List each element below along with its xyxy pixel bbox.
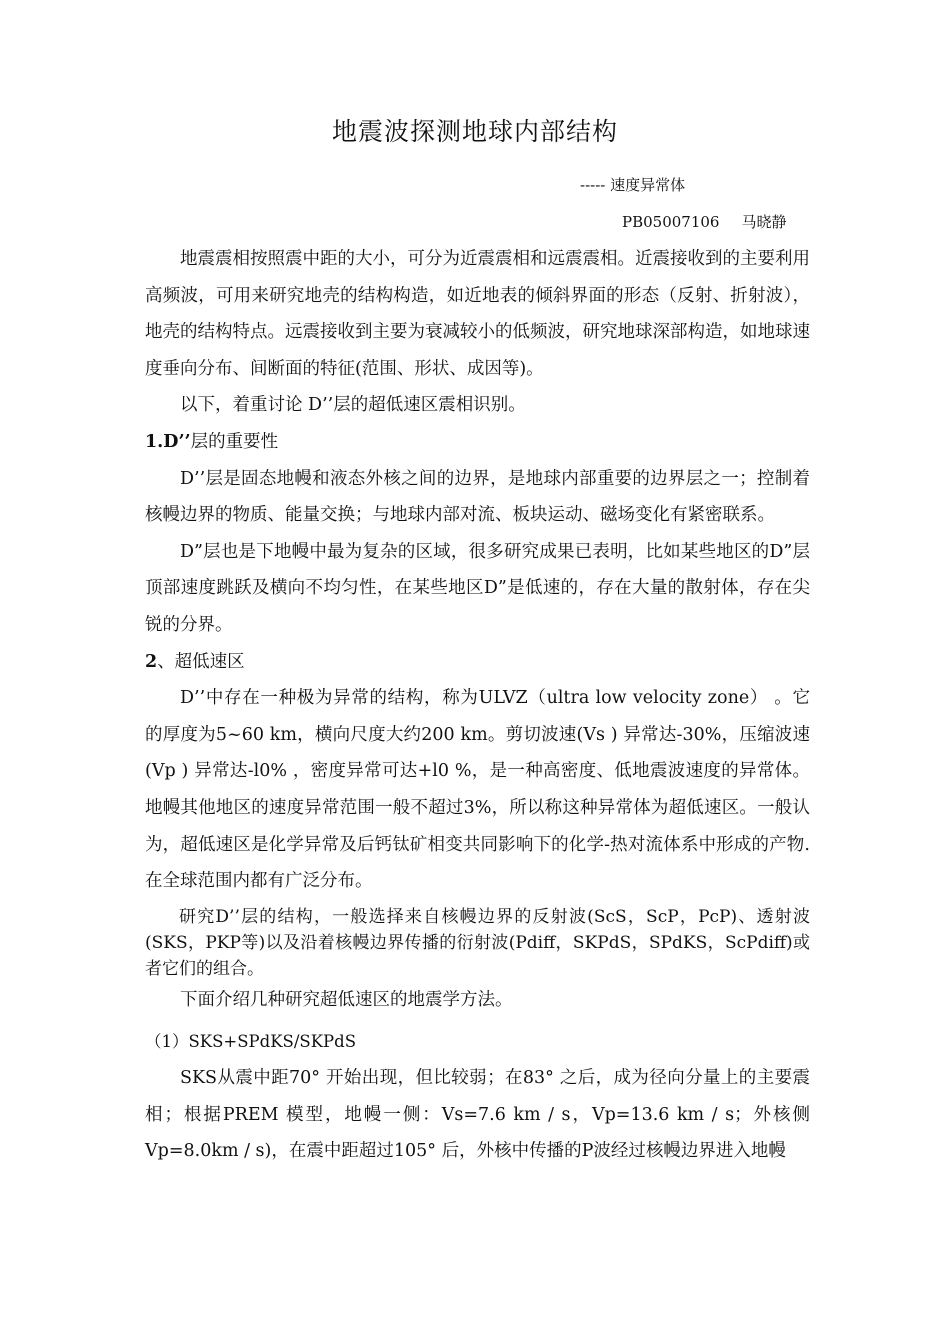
document-body xyxy=(145,241,810,1170)
document-title: 地震波探测地球内部结构 xyxy=(331,117,618,146)
section-1-title: 层的重要性 xyxy=(190,431,279,452)
section-2-paragraph-1: D’’中存在一种极为异常的结构，称为ULVZ（ultra low velocity zone） 。它的厚度为5~60 km，横向尺度大约200 km。剪切波速(Vs ) 异常达-30%，压缩波速(Vp ) 异常达-l0% ，密度异常可达+l0 %，是一种高密度、低地震波速度的异常体。地幔其他地区的速度异常范围一般不超过3%，所以称这种异常体为超低速区。一般认为，超低速区是化学异常及后钙钛矿相变共同影响下的化学-热对流体系中形成的产物. 在全球范围内都有广泛分布。 xyxy=(145,688,810,892)
section-3-heading: （1）SKS+SPdKS/SKPdS xyxy=(145,1032,357,1052)
section-2-paragraph-2: 研究D’’层的结构，一般选择来自核幔边界的反射波(ScS，ScP，PcP)、透射波(SKS，PKP等)以及沿着核幔边界传播的衍射波(Pdiff，SKPdS，SPdKS，ScPdiff)或者它们的组合。 xyxy=(145,906,810,979)
section-2-paragraph-3: 下面介绍几种研究超低速区的地震学方法。 xyxy=(180,989,513,1010)
section-1-heading xyxy=(145,424,810,461)
author-line xyxy=(622,211,786,232)
document-subtitle: ----- 速度异常体 xyxy=(580,176,686,194)
intro-paragraph-1: 地震震相按照震中距的大小，可分为近震震相和远震震相。近震接收到的主要利用高频波，可用来研究地壳的结构构造，如近地表的倾斜界面的形态（反射、折射波），地壳的结构特点。远震接收到主要为衰减较小的低频波，研究地球深部构造，如地球速度垂向分布、间断面的特征(范围、形状、成因等)。 xyxy=(145,249,810,379)
section-2-heading xyxy=(145,644,810,681)
author-name: 马晓静 xyxy=(741,213,787,231)
section-1-number: 1.D’’ xyxy=(145,431,191,452)
section-2-number: 2 xyxy=(145,651,158,672)
section-3-paragraph-1: SKS从震中距70° 开始出现，但比较弱；在83° 之后，成为径向分量上的主要震相；根据PREM 模型，地幔一侧：Vs=7.6 km / s，Vp=13.6 km / s；外核侧Vp=8.0km / s)，在震中距超过105° 后，外核中传播的P波经过核幔边界进入地幔 xyxy=(145,1068,810,1162)
author-id: PB05007106 xyxy=(622,213,720,231)
section-1-paragraph-2: D”层也是下地幔中最为复杂的区域，很多研究成果已表明，比如某些地区的D”层顶部速度跳跃及横向不均匀性，在某些地区D”是低速的，存在大量的散射体，存在尖锐的分界。 xyxy=(145,541,810,635)
intro-paragraph-2: 以下，着重讨论 D’’层的超低速区震相识别。 xyxy=(180,395,526,416)
section-1-paragraph-1: D’’层是固态地幔和液态外核之间的边界，是地球内部重要的边界层之一；控制着核幔边界的物质、能量交换；与地球内部对流、板块运动、磁场变化有紧密联系。 xyxy=(145,468,810,526)
section-2-title: 、超低速区 xyxy=(157,651,245,672)
